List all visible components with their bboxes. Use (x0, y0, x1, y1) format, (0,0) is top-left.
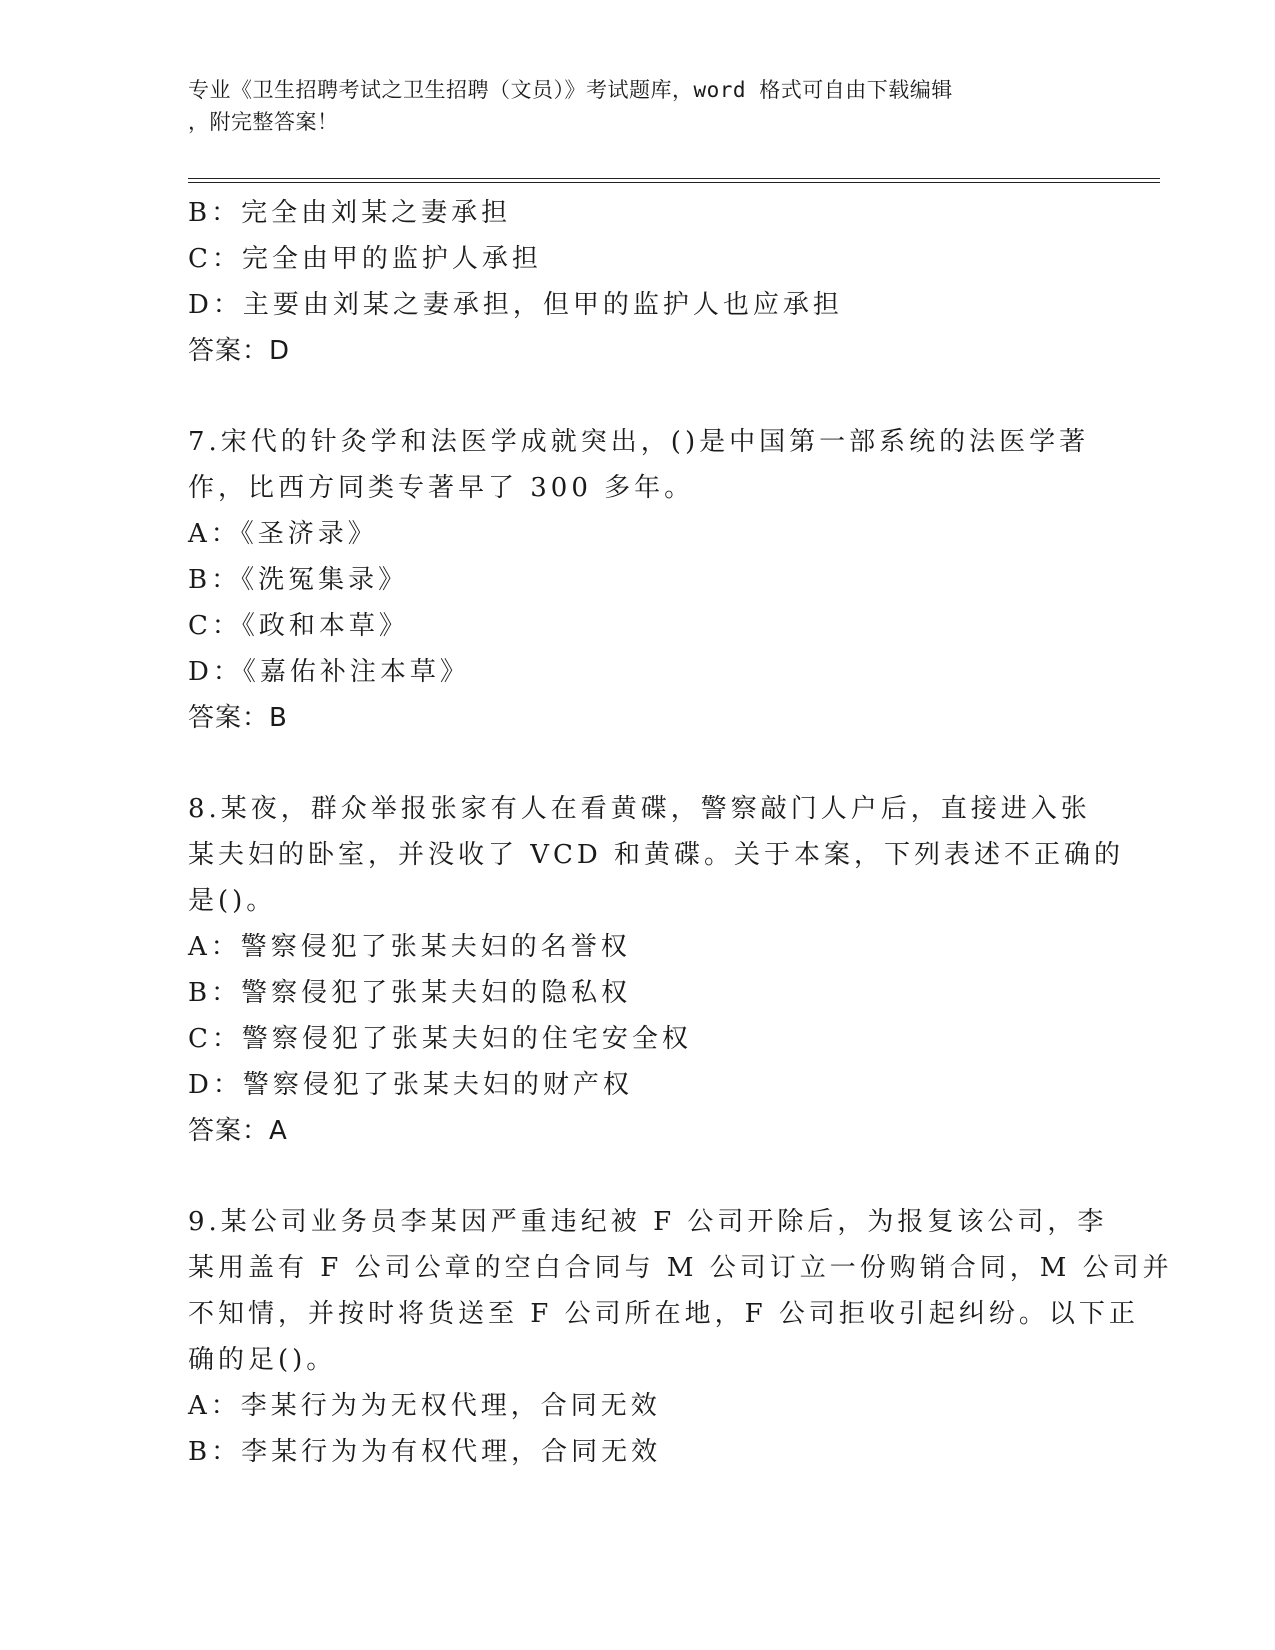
question-text-line: 是()。 (188, 886, 277, 916)
answer-label: 答案：B (188, 703, 288, 733)
answer-label: 答案：A (188, 1116, 288, 1146)
question-text-line: 8.某夜，群众举报张家有人在看黄碟，警察敲门人户后，直接进入张 (188, 794, 1091, 824)
option-b: B：李某行为为有权代理，合同无效 (188, 1437, 662, 1467)
question-text-line: 7.宋代的针灸学和法医学成就突出，()是中国第一部系统的法医学著 (188, 427, 1090, 457)
option-d: D：主要由刘某之妻承担，但甲的监护人也应承担 (188, 290, 843, 320)
option-d: D：《嘉佑补注本草》 (188, 657, 470, 687)
option-a: A：李某行为为无权代理，合同无效 (188, 1391, 661, 1421)
question-content (188, 190, 1173, 1475)
option-b: B：警察侵犯了张某夫妇的隐私权 (188, 978, 632, 1008)
header-divider-bottom (188, 182, 1160, 183)
question-text-line: 确的足()。 (188, 1345, 337, 1375)
header-line-2: ，附完整答案！ (188, 110, 339, 134)
question-7 (188, 419, 1088, 741)
question-text-line: 某用盖有 F 公司公章的空白合同与 M 公司订立一份购销合同，M 公司并 (188, 1253, 1173, 1283)
question-text-line: 9.某公司业务员李某因严重违纪被 F 公司开除后，为报复该公司，李 (188, 1207, 1108, 1237)
question-9 (188, 1199, 1173, 1475)
header-line-1: 专业《卫生招聘考试之卫生招聘（文员）》考试题库，word 格式可自由下载编辑 (188, 78, 953, 102)
option-b: B：完全由刘某之妻承担 (188, 198, 512, 228)
option-c: C：警察侵犯了张某夫妇的住宅安全权 (188, 1024, 692, 1054)
option-a: A：《圣济录》 (188, 519, 378, 549)
question-text-line: 作，比西方同类专著早了 300 多年。 (188, 473, 695, 503)
header-divider-top (188, 178, 1160, 179)
document-header (188, 74, 1068, 138)
option-a: A：警察侵犯了张某夫妇的名誉权 (188, 932, 631, 962)
question-text-line: 某夫妇的卧室，并没收了 VCD 和黄碟。关于本案，下列表述不正确的 (188, 840, 1125, 870)
question-text-line: 不知情，并按时将货送至 F 公司所在地，F 公司拒收引起纠纷。以下正 (188, 1299, 1139, 1329)
question-8 (188, 786, 1125, 1154)
answer-label: 答案：D (188, 336, 291, 366)
option-d: D：警察侵犯了张某夫妇的财产权 (188, 1070, 633, 1100)
option-c: C：完全由甲的监护人承担 (188, 244, 542, 274)
option-b: B：《洗冤集录》 (188, 565, 409, 595)
question-6-remainder (188, 190, 1088, 374)
option-c: C：《政和本草》 (188, 611, 409, 641)
